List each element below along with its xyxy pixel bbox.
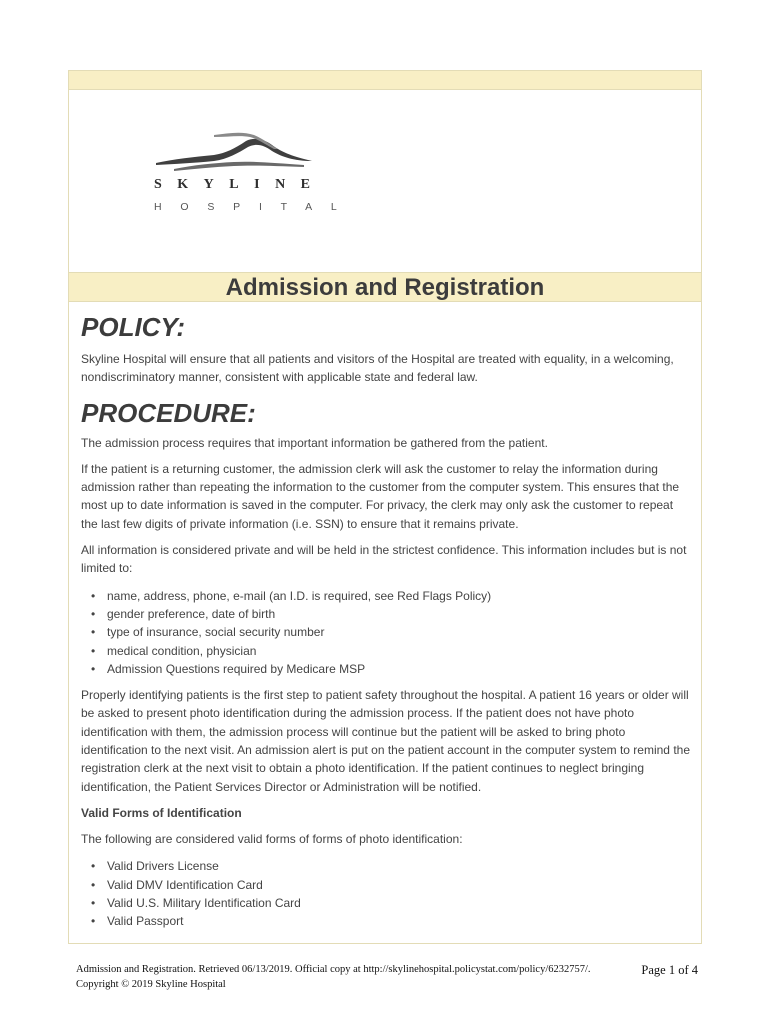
- procedure-intro: The admission process requires that important information be gathered from the patient.: [81, 435, 548, 450]
- logo-wordmark: SKYLINE: [154, 177, 326, 192]
- footer-citation: Admission and Registration. Retrieved 06/13/2019. Official copy at http://skylinehospital.policystat.com/policy/6232757/.: [76, 964, 591, 975]
- identification-paragraph: Properly identifying patients is the first step to patient safety throughout the hospital. A patient 16 years or older will be asked to present photo identification during the admission process. If the patient does not have photo identification with them, the admission process will continue but the patient will be asked to bring photo identification to the next visit. An admission alert is put on the patient account in the computer system to remind the registration clerk at the next visit to obtain a photo identification. If the patient continues to neglect bringing identification, the Patient Services Director or Administration will be notified.: [81, 688, 690, 794]
- mountain-logo-icon: [154, 129, 324, 177]
- document-title: Admission and Registration: [225, 274, 545, 301]
- information-list: [81, 587, 693, 678]
- valid-id-heading: Valid Forms of Identification: [81, 805, 242, 820]
- document-body: [81, 311, 693, 930]
- confidentiality-paragraph: All information is considered private and will be held in the strictest confidence. This information includes but is not limited to:: [81, 543, 687, 576]
- list-item: • gender preference, date of birth: [91, 606, 276, 621]
- document-frame: [68, 70, 702, 944]
- logo-subtitle: HOSPITAL: [154, 201, 356, 213]
- procedure-heading: PROCEDURE:: [81, 397, 256, 428]
- hospital-logo: [154, 129, 356, 219]
- policy-text: Skyline Hospital will ensure that all patients and visitors of the Hospital are treated with equality, in a welcoming, nondiscriminatory manner, consistent with applicable state and federal law.: [81, 352, 674, 385]
- list-item: • Valid U.S. Military Identification Card: [91, 895, 301, 910]
- title-band: [69, 272, 701, 302]
- footer-copyright: Copyright © 2019 Skyline Hospital: [76, 979, 226, 990]
- page-number: Page 1 of 4: [641, 963, 698, 977]
- policy-heading: POLICY:: [81, 312, 186, 342]
- header-band: [69, 71, 701, 90]
- list-item: • medical condition, physician: [91, 643, 257, 658]
- list-item: • Valid DMV Identification Card: [91, 877, 263, 892]
- list-item: • type of insurance, social security number: [91, 625, 325, 640]
- returning-customer-paragraph: If the patient is a returning customer, the admission clerk will ask the customer to relay the information during admission rather than repeating the information to the customer from the computer system. This ensures that the most up to date information is saved in the computer. For privacy, the clerk may only ask the customer to repeat the last few digits of private information (i.e. SSN) to ensure that it remains private.: [81, 461, 680, 531]
- list-item: • Valid Passport: [91, 914, 184, 929]
- valid-id-list: [81, 857, 693, 930]
- list-item: • Valid Drivers License: [91, 859, 219, 874]
- valid-id-intro: The following are considered valid forms of forms of photo identification:: [81, 831, 463, 846]
- list-item: • name, address, phone, e-mail (an I.D. is required, see Red Flags Policy): [91, 588, 492, 603]
- list-item: • Admission Questions required by Medicare MSP: [91, 661, 366, 676]
- page-footer: [76, 962, 698, 992]
